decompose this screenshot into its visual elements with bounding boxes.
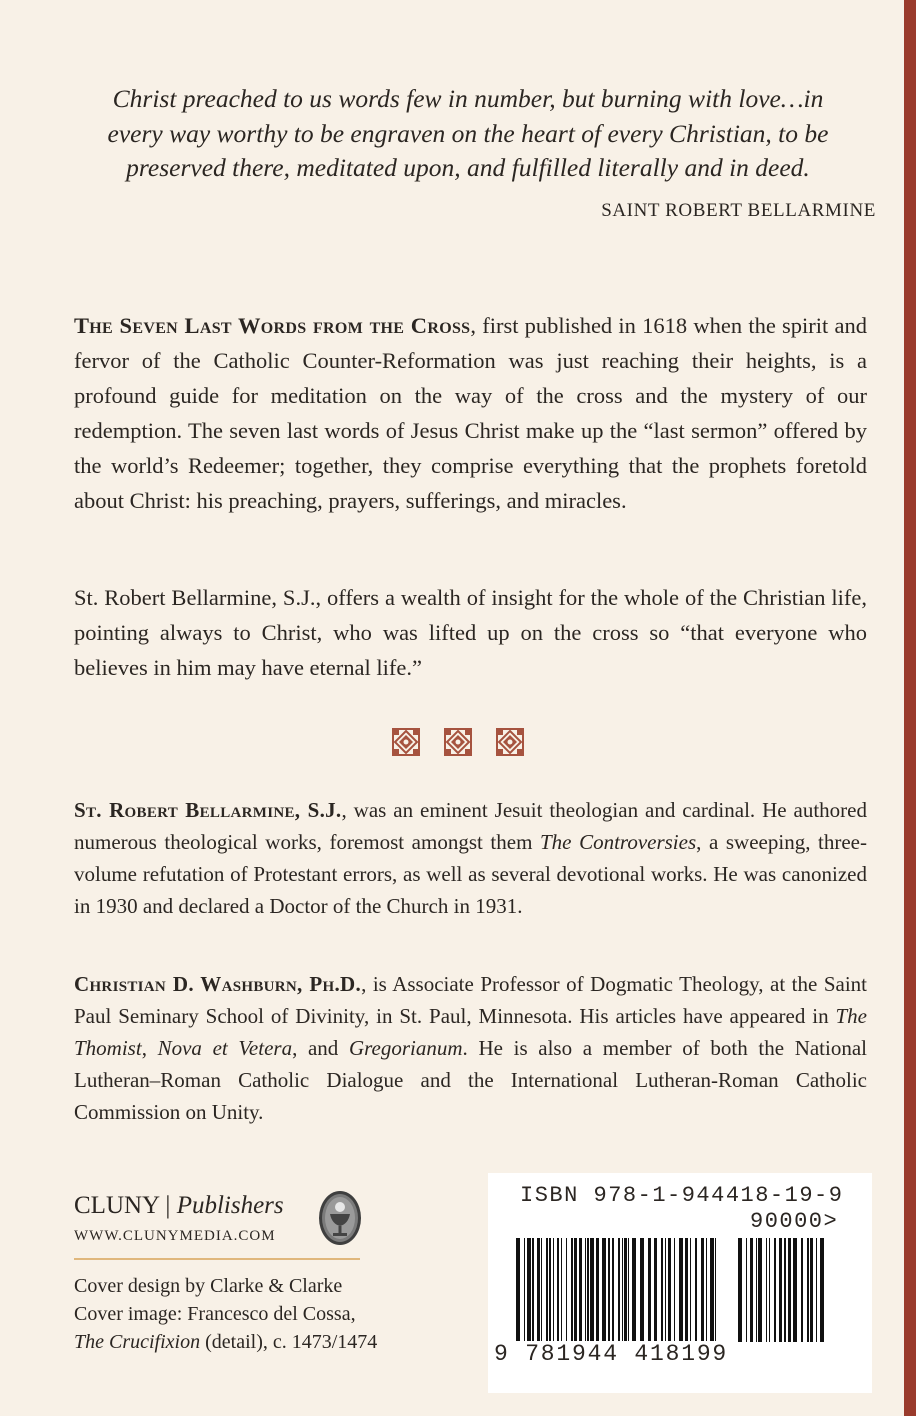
epigraph-line-3: preserved there, meditated upon, and fulfilled literally and in deed. bbox=[126, 153, 810, 182]
ornament-divider bbox=[0, 728, 916, 756]
barcode-bar bbox=[574, 1238, 577, 1353]
barcode-bar bbox=[585, 1238, 586, 1353]
barcode-bar bbox=[561, 1238, 562, 1353]
barcode-bar bbox=[769, 1238, 770, 1342]
separator: , and bbox=[292, 1036, 349, 1060]
author-bio bbox=[74, 794, 867, 922]
barcode-bar bbox=[590, 1238, 594, 1353]
barcode-bar bbox=[596, 1238, 599, 1353]
barcode-bar bbox=[816, 1238, 817, 1342]
barcode-bar bbox=[516, 1238, 520, 1353]
barcode-bar bbox=[654, 1238, 657, 1353]
author-work-title: The Controversies bbox=[540, 830, 697, 854]
barcode-bar bbox=[628, 1238, 629, 1353]
barcode-bar bbox=[608, 1238, 610, 1353]
publisher-name-italic: Publishers bbox=[176, 1192, 284, 1219]
publisher-rule bbox=[74, 1258, 360, 1260]
barcode-bar bbox=[690, 1238, 691, 1353]
editor-bio-text-end: . He is also a member of both the National Lutheran–Roman Catholic Dialogue and the International Lutheran-Roman Catholic Commission on Unity. bbox=[74, 1036, 868, 1124]
description-paragraph-2: St. Robert Bellarmine, S.J., offers a wealth of insight for the whole of the Christian life, pointing always to Christ, who was lifted up on the cross so “that everyone who believes in him may have eternal life.” bbox=[74, 585, 867, 680]
barcode-bar bbox=[546, 1238, 548, 1353]
barcode-bar bbox=[710, 1238, 714, 1353]
barcode-bar bbox=[674, 1238, 675, 1353]
isbn-text: ISBN 978-1-944418-19-9 bbox=[520, 1183, 844, 1208]
barcode-bar bbox=[661, 1238, 663, 1353]
author-name: St. Robert Bellarmine, S.J. bbox=[74, 798, 342, 822]
journal-gregorianum: Gregorianum bbox=[348, 1036, 463, 1060]
separator: , bbox=[141, 1036, 158, 1060]
cover-design-credit: Cover design by Clarke & Clarke bbox=[74, 1275, 343, 1297]
barcode-bar bbox=[549, 1238, 551, 1353]
publisher-block bbox=[74, 1190, 360, 1245]
barcode-bar bbox=[640, 1238, 644, 1353]
ean-barcode bbox=[516, 1238, 716, 1353]
barcode-bar bbox=[618, 1238, 620, 1353]
price-code: 90000> bbox=[750, 1209, 839, 1234]
barcode-bar bbox=[766, 1238, 767, 1342]
barcode-bar bbox=[756, 1238, 757, 1342]
description-paragraph-1 bbox=[74, 308, 867, 518]
barcode-bar bbox=[738, 1238, 742, 1342]
barcode-bar bbox=[774, 1238, 776, 1342]
barcode-bar bbox=[624, 1238, 627, 1353]
barcode-bar bbox=[632, 1238, 636, 1353]
barcode-bar bbox=[758, 1238, 762, 1342]
barcode-bar bbox=[715, 1238, 716, 1353]
barcode-bar bbox=[579, 1238, 582, 1353]
publisher-url: WWW.CLUNYMEDIA.COM bbox=[74, 1228, 276, 1244]
barcode-bar bbox=[668, 1238, 671, 1353]
cover-image-date: (detail), c. 1473/1474 bbox=[200, 1331, 378, 1353]
cover-image-title-line bbox=[74, 1328, 377, 1356]
addon-barcode bbox=[738, 1238, 824, 1342]
spine-stripe bbox=[904, 0, 916, 1416]
journal-nova-et-vetera: Nova et Vetera bbox=[157, 1036, 293, 1060]
ornament-icon bbox=[444, 728, 472, 756]
barcode-bar bbox=[807, 1238, 809, 1342]
barcode-bar bbox=[553, 1238, 554, 1353]
epigraph-attribution: SAINT ROBERT BELLARMINE bbox=[601, 199, 876, 221]
cover-image-credit: Cover image: Francesco del Cossa, bbox=[74, 1303, 356, 1325]
barcode-bar bbox=[537, 1238, 540, 1353]
barcode-bar bbox=[820, 1238, 824, 1342]
author-bio-text: , was an eminent Jesuit theologian and cardinal. He authored numerous theological works, foremost amongst them bbox=[74, 798, 867, 854]
barcode-bar bbox=[622, 1238, 623, 1353]
barcode-bar bbox=[587, 1238, 589, 1353]
barcode-bar bbox=[746, 1238, 747, 1342]
barcode-bar bbox=[793, 1238, 797, 1342]
epigraph bbox=[60, 82, 876, 222]
barcode-bar bbox=[685, 1238, 688, 1353]
book-title: The Seven Last Words from the Cross bbox=[74, 313, 471, 338]
barcode-bar bbox=[527, 1238, 531, 1353]
barcode-bar bbox=[524, 1238, 525, 1353]
barcode-bar bbox=[532, 1238, 534, 1353]
author-bio-text-end: , a sweeping, three-volume refutation of Protestant errors, as well as several devotional works. He was canonized in 1930 and declared a Doctor of the Church in 1931. bbox=[74, 830, 867, 918]
barcode-bar bbox=[701, 1238, 704, 1353]
barcode-bar bbox=[810, 1238, 813, 1342]
editor-name: Christian D. Washburn, Ph.D. bbox=[74, 972, 362, 996]
barcode-bar bbox=[779, 1238, 782, 1342]
barcode-box bbox=[488, 1173, 872, 1393]
barcode-bar bbox=[602, 1238, 606, 1353]
barcode-bar bbox=[571, 1238, 573, 1353]
description-text-1: , first published in 1618 when the spirit and fervor of the Catholic Counter-Reformation was just reaching their heights, is a profound guide for meditation on the way of the cross and the mystery of our redemption. The seven last words of Jesus Christ make up the “last sermon” offered by the world’s Redeemer; together, they comprise everything that the prophets foretold about Christ: his preaching, prayers, sufferings, and miracles. bbox=[74, 313, 868, 513]
barcode-bar bbox=[541, 1238, 542, 1353]
journal-thomist: The Thomist bbox=[74, 1004, 867, 1060]
cover-credits bbox=[74, 1272, 377, 1356]
barcode-bar bbox=[706, 1238, 707, 1353]
publisher-name-text: CLUNY | bbox=[74, 1192, 171, 1219]
editor-bio-text: , is Associate Professor of Dogmatic Theology, at the Saint Paul Seminary School of Divinity, in St. Paul, Minnesota. His articles have appeared in bbox=[74, 972, 867, 1028]
barcode-bar bbox=[648, 1238, 651, 1353]
epigraph-line-1: Christ preached to us words few in number, but burning with love…in bbox=[112, 84, 824, 113]
barcode-bar bbox=[750, 1238, 753, 1342]
barcode-bar bbox=[612, 1238, 614, 1353]
barcode-bar bbox=[788, 1238, 791, 1342]
cover-image-title: The Crucifixion bbox=[74, 1331, 201, 1353]
barcode-bar bbox=[801, 1238, 803, 1342]
barcode-bar bbox=[665, 1238, 666, 1353]
ornament-icon bbox=[496, 728, 524, 756]
ornament-icon bbox=[392, 728, 420, 756]
barcode-number: 9 781944 418199 bbox=[494, 1341, 729, 1367]
barcode-bar bbox=[679, 1238, 683, 1353]
barcode-bar bbox=[695, 1238, 697, 1353]
chalice-seal-icon bbox=[318, 1190, 362, 1246]
editor-bio bbox=[74, 968, 867, 1128]
barcode-bar bbox=[784, 1238, 786, 1342]
barcode-bar bbox=[566, 1238, 567, 1353]
barcode-bar bbox=[557, 1238, 559, 1353]
epigraph-line-2: every way worthy to be engraven on the heart of every Christian, to be bbox=[107, 118, 829, 148]
